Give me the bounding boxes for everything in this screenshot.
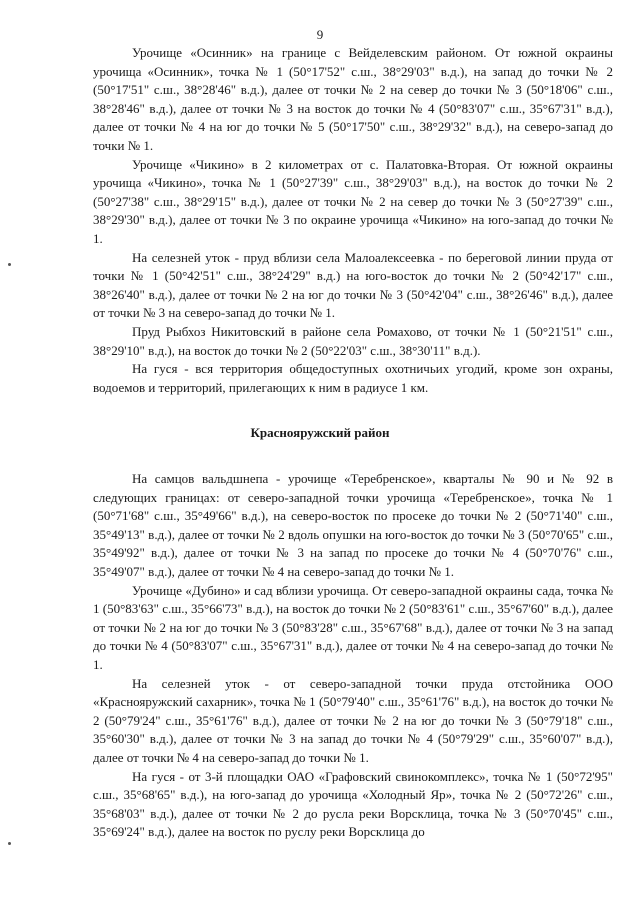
top-text-block <box>93 44 613 397</box>
paragraph: На гуся - вся территория общедоступных охотничьих угодий, кроме зон охраны, водоемов и территорий, прилегающих к ним в радиусе 1 км. <box>93 361 613 395</box>
scan-margin-mark <box>8 842 11 845</box>
paragraph: На самцов вальдшнепа - урочище «Теребренское», кварталы № 90 и № 92 в следующих границах: от северо-западной точки урочища «Теребренское», точка № 1 (50°71'68" с.ш., 35°49'66" в.д.), на северо-восток по просеке до точки № 2 (50°71'40" с.ш., 35°49'13" в.д.), далее от точки № 2 вдоль опушки на юго-восток до точки № 3 (50°70'65" с.ш., 35°49'92" в.д.), далее от точки № 3 на запад по просеке до точки № 4 (50°70'76" с.ш., 35°49'07" в.д.), далее от точки № 4 на северо-запад до точки № 1. <box>93 471 613 579</box>
paragraph: Пруд Рыбхоз Никитовский в районе села Ромахово, от точки № 1 (50°21'51" с.ш., 38°29'10" в.д.), на восток до точки № 2 (50°22'03" с.ш., 38°30'11" в.д.). <box>93 323 613 358</box>
section-heading: Краснояружский район <box>250 425 390 440</box>
page-number: 9 <box>316 27 324 42</box>
bottom-text-block <box>93 470 613 842</box>
paragraph: На селезней уток - пруд вблизи села Малоалексеевка - по береговой линии пруда от точки № 1 (50°42'51" с.ш., 38°24'29" в.д.) на юго-восток до точки № 2 (50°42'17" с.ш., 38°26'40" в.д.), далее от точки № 2 на юг до точки № 3 (50°42'04" с.ш., 38°26'46" в.д.), далее от точки № 3 на северо-запад до точки № 1. <box>93 249 613 321</box>
paragraph: Урочище «Дубино» и сад вблизи урочища. От северо-западной окраины сада, точка № 1 (50°83'63" с.ш., 35°66'73" в.д.), на восток до точки № 2 (50°83'61" с.ш., 35°67'60" в.д.), далее от точки № 2 на юг до точки № 3 (50°83'28" с.ш., 35°67'68" в.д.), далее от точки № 3 на запад до точки № 4 (50°83'07" с.ш., 35°67'31" в.д.), далее от точки № 4 на северо-запад до точки № 1. <box>93 582 613 672</box>
paragraph: На селезней уток - от северо-западной точки пруда отстойника ООО «Краснояружский сахарник», точка № 1 (50°79'40" с.ш., 35°61'76" в.д.), на восток до точки № 2 (50°79'24" с.ш., 35°61'76" в.д.), далее от точки № 2 на юг до точки № 3 (50°79'18" с.ш., 35°60'30" в.д.), далее от точки № 3 на запад до точки № 4 (50°79'29" с.ш., 35°60'07" в.д.), далее от точки № 4 на северо-запад до точки № 1. <box>93 675 613 765</box>
paragraph: Урочище «Чикино» в 2 километрах от с. Палатовка-Вторая. От южной окраины урочища «Чикино», точка № 1 (50°27'39" с.ш., 38°29'03" в.д.), на восток до точки № 2 (50°27'38" с.ш., 38°29'15" в.д.), далее от точки № 2 на север до точки № 3 (50°27'39" с.ш., 38°29'30" в.д.), далее от точки № 3 по окраине урочища «Чикино» на юго-запад до точки № 1. <box>93 156 613 246</box>
paragraph: На гуся - от 3-й площадки ОАО «Графовский свинокомплекс», точка № 1 (50°72'95" с.ш., 35°68'65" в.д.), на юго-запад до урочища «Холодный Яр», точка № 2 (50°72'26" с.ш., 35°68'03" в.д.), далее от точки № 2 до русла реки Ворсклица, точка № 3 (50°70'45" с.ш., 35°69'24" в.д.), далее на восток по руслу реки Ворсклица до <box>93 768 613 840</box>
scan-margin-mark <box>8 263 11 266</box>
paragraph: Урочище «Осинник» на границе с Вейделевским районом. От южной окраины урочища «Осинник», точка № 1 (50°17'52" с.ш., 38°29'03" в.д.), на запад до точки № 2 (50°17'51" с.ш., 38°28'46" в.д.), далее от точки № 2 на север до точки № 3 (50°18'06" с.ш., 38°28'46" в.д.), далее от точки № 3 на восток до точки № 4 (50°83'07" с.ш., 35°67'31" в.д.), далее от точки № 4 на юг до точки № 5 (50°17'50" с.ш., 38°29'32" в.д.), на северо-запад до точки № 1. <box>93 45 613 153</box>
